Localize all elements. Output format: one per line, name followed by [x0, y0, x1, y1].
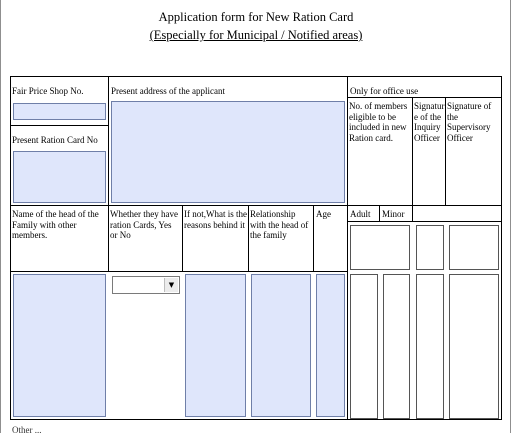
minor-count-box[interactable]	[383, 274, 410, 419]
supervisory-signature-box[interactable]	[449, 225, 499, 270]
col-divider	[379, 205, 380, 221]
adult-count-box[interactable]	[350, 274, 378, 419]
fair-price-shop-label: Fair Price Shop No.	[12, 86, 84, 96]
if-not-label: If not,What is the reasons behind it	[184, 209, 247, 230]
present-ration-card-input[interactable]	[13, 151, 106, 203]
col-divider	[347, 76, 348, 420]
adult-minor-line	[347, 221, 502, 222]
cell-divider	[10, 125, 108, 126]
col-divider	[182, 205, 183, 272]
form-subtitle: (Especially for Municipal / Notified areas)	[149, 28, 363, 42]
present-ration-card-label: Present Ration Card No	[12, 135, 98, 145]
signature-inquiry-label: Signature of the Inquiry Officer	[414, 101, 445, 143]
col-divider	[248, 205, 249, 272]
name-head-label: Name of the head of the Family with other members.	[12, 209, 99, 240]
present-address-input[interactable]	[111, 101, 345, 203]
fair-price-shop-input[interactable]	[13, 103, 106, 120]
supervisory-officer-box[interactable]	[449, 274, 499, 419]
col-divider	[313, 205, 314, 272]
other-label-partial: Other ...	[12, 425, 42, 435]
office-use-label: Only for office use	[350, 86, 419, 96]
table-left-border	[10, 76, 11, 420]
col-divider	[445, 97, 446, 206]
minor-label: Minor	[382, 209, 405, 219]
members-names-input[interactable]	[13, 274, 106, 417]
relationship-label: Relationship with the head of the family	[250, 209, 309, 240]
form-title: Application form for New Ration Card	[158, 10, 354, 24]
office-header-line	[347, 97, 502, 98]
have-cards-label: Whether they have ration Cards, Yes or No	[110, 209, 178, 240]
table-bottom-border	[10, 419, 502, 420]
table-right-border	[501, 76, 502, 420]
chevron-down-icon[interactable]: ▼	[164, 278, 178, 292]
col-divider	[412, 205, 413, 221]
adult-label: Adult	[350, 209, 371, 219]
relationship-input[interactable]	[251, 274, 311, 417]
inquiry-officer-box[interactable]	[416, 274, 444, 419]
members-adult-minor-box[interactable]	[350, 225, 410, 270]
row-divider	[10, 205, 502, 206]
col-divider	[108, 76, 109, 272]
age-input[interactable]	[316, 274, 345, 417]
col-divider	[412, 97, 413, 206]
present-address-label: Present address of the applicant	[111, 86, 225, 96]
row-divider-left	[10, 271, 348, 272]
inquiry-signature-box[interactable]	[416, 225, 444, 270]
signature-supervisory-label: Signature of the Supervisory Officer	[447, 101, 492, 143]
has-ration-card-select[interactable]	[112, 276, 180, 294]
age-label: Age	[316, 209, 331, 219]
reasons-input[interactable]	[185, 274, 246, 417]
table-top-border	[10, 76, 502, 77]
members-eligible-label: No. of members eligible to be included in new Ration card.	[349, 101, 408, 143]
